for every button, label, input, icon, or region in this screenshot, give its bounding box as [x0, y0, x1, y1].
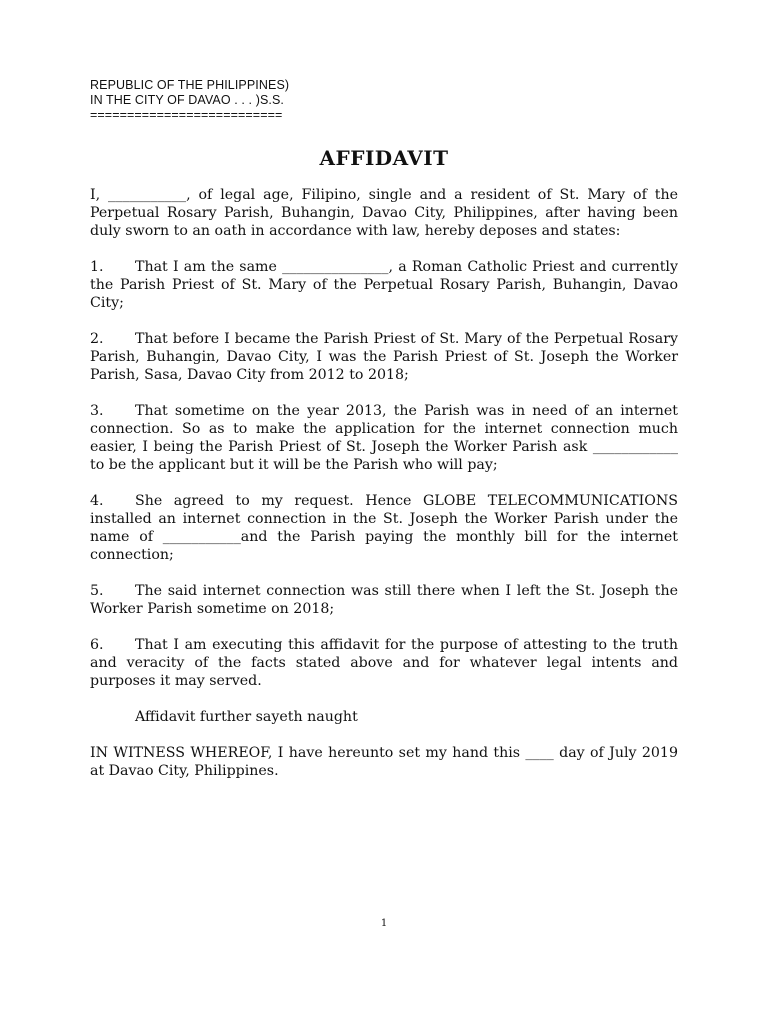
paragraph-text: That before I became the Parish Priest of St. Mary of the Perpetual Rosary Parish, Buhangin, Davao City, I was the Parish Priest of St. Joseph the Worker Parish, Sasa, Davao City from 2012 to 2018; — [90, 331, 678, 383]
venue-city-line: IN THE CITY OF DAVAO . . . )S.S. — [90, 93, 284, 107]
witness-clause: IN WITNESS WHEREOF, I have hereunto set my hand this ____ day of July 2019 at Davao City, Philippines. — [90, 745, 678, 779]
paragraph-number: 1. — [90, 259, 104, 275]
intro-paragraph: I, ___________, of legal age, Filipino, single and a resident of St. Mary of the Perpetual Rosary Parish, Buhangin, Davao City, Philippines, after having been duly sworn to an oath in accordance with law, hereby deposes and states: — [90, 187, 678, 239]
paragraph-number: 6. — [90, 637, 104, 653]
paragraph-number: 3. — [90, 403, 104, 419]
paragraph-text: That sometime on the year 2013, the Parish was in need of an internet connection. So as to make the application for the internet connection much easier, I being the Parish Priest of St. Joseph the Worker Parish ask ____________ to be the applicant but it will be the Parish who will pay; — [90, 403, 678, 473]
paragraph-number: 2. — [90, 331, 104, 347]
numbered-paragraph-5 — [90, 582, 678, 618]
paragraph-number: 5. — [90, 583, 104, 599]
numbered-paragraph-4 — [90, 492, 678, 564]
paragraph-text: That I am the same _______________, a Roman Catholic Priest and currently the Parish Priest of St. Mary of the Perpetual Rosary Parish, Buhangin, Davao City; — [90, 259, 678, 311]
paragraph-text: She agreed to my request. Hence GLOBE TELECOMMUNICATIONS installed an internet connection in the St. Joseph the Worker Parish under the name of ___________and the Parish paying the monthly bill for the internet connection; — [90, 493, 678, 563]
paragraph-text: The said internet connection was still there when I left the St. Joseph the Worker Parish sometime on 2018; — [90, 583, 678, 617]
paragraph-number: 4. — [90, 493, 104, 509]
document-title: AFFIDAVIT — [319, 146, 449, 170]
numbered-paragraph-1 — [90, 258, 678, 312]
page-number: 1 — [380, 918, 388, 929]
venue-block — [90, 78, 289, 123]
venue-republic-line: REPUBLIC OF THE PHILIPPINES) — [90, 78, 290, 92]
paragraph-text: That I am executing this affidavit for the purpose of attesting to the truth and veracity of the facts stated above and for whatever legal intents and purposes it may served. — [90, 637, 678, 689]
numbered-paragraph-6 — [90, 636, 678, 690]
document-body — [90, 186, 678, 780]
venue-divider: ========================== — [90, 108, 283, 122]
numbered-paragraph-3 — [90, 402, 678, 474]
further-sayeth-line: Affidavit further sayeth naught — [135, 709, 358, 725]
numbered-paragraph-2 — [90, 330, 678, 384]
